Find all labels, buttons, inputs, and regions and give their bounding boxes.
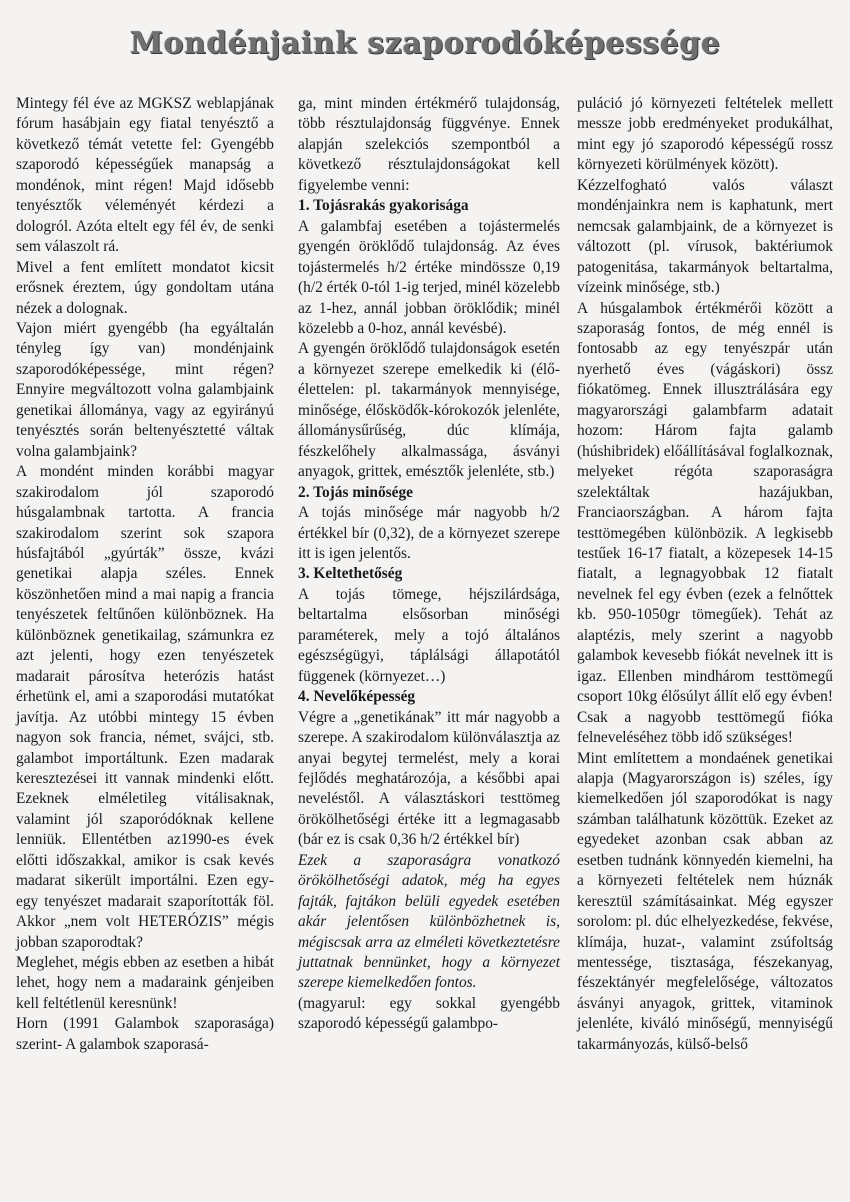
paragraph: Mintegy fél éve az MGKSZ weblapjának fórum hasábjain egy fiatal tenyésztő a következő témát vetette fel: Gyengébb szaporodó képességűek manapság a mondénok, mint régen! Majd idősebb tenyésztők véleményét kérdezi a dologról. Azóta eltelt egy fél év, de senki sem válaszolt rá. bbox=[16, 95, 274, 256]
article-column-1 bbox=[16, 94, 274, 1055]
paragraph: A mondént minden korábbi magyar szakirodalom jól szaporodó húsgalambnak tartotta. A francia szakirodalom szerint sok szapora húsfajtából „gyúrták” össze, kvázi genetikai alapja széles. Ennek köszönhetően mind a mai napig a francia tenyészetek feltűnően különböznek. Ha különböznek genetikailag, számunkra ez azt jelenti, hogy ezen tenyészetek madarait párosítva heterózis hatást érhetünk el, ami a szaporodási mutatókat javítja. Az utóbbi mintegy 15 évben nagyon sok francia, német, svájci, stb. galambot importáltunk. Ezen madarak keresztezései itt vannak mindenki előtt. Ezeknek elméletileg vitálisaknak, valamint jól szaporódóknak kellene lenniük. Ellentétben az1990-es évek előtti időszakkal, amikor is csak kevés madarat sikerült importálni. Ezen egy-egy tenyészet madarait szaporították föl. Akkor „nem volt HETERÓZIS” mégis jobban szaporodtak? bbox=[16, 463, 274, 951]
paragraph: A húsgalambok értékmérői között a szaporaság fontos, de még ennél is fontosabb az egy tenyészpár után nyerhető éves (vágáskori) össz fiókatömeg. Ennek illusztrálására egy magyarországi galambfarm adatait hozom: Három fajta galamb (húshibridek) előállításával foglalkoznak, melyeket régóta szaporaságra szelektáltak hazájukban, Franciaországban. A három fajta testtömegében különbözik. A legkisebb testűek 16-17 fiatalt, a közepesek 14-15 fiatalt, a legnagyobbak 12 fiatalt nevelnek fel egy évben (ezek a felnőttek kb. 950-1050gr tömegűek). Tehát az alaptézis, mely szerint a nagyobb galambok kevesebb fiókát nevelnek itt is igaz. Ellenben mindhárom testtömegű csoport 10kg élősúlyt állít elő egy évben! Csak a nagyobb testtömegű fióka felneveléséhez több idő szükséges! bbox=[577, 299, 833, 747]
italic-note: Ezek a szaporaságra vonatkozó örökölhetőségi adatok, még ha egyes fajták, fajtákon belüli egyedek esetében akár jelentősen különbözhetnek is, mégiscsak arra az elméleti következtetésre juttatnak bennünket, hogy a környezet szerepe kiemelkedően fontos. bbox=[298, 851, 560, 992]
paragraph: Vajon miért gyengébb (ha egyáltalán tényleg így van) mondénjaink szaporodóképessége, mint régen? Ennyire megváltozott volna galambjaink genetikai állománya, vagy az egyirányú tenyésztés során beltenyésztetté váltak volna galambjaink? bbox=[16, 319, 274, 460]
section-heading: 1. Tojásrakás gyakorisága bbox=[298, 197, 469, 215]
paragraph: Horn (1991 Galambok szaporasága) szerint- A galambok szaporasá- bbox=[16, 1015, 274, 1053]
article-column-3 bbox=[577, 94, 833, 1055]
paragraph: puláció jó környezeti feltételek mellett messze jobb eredményeket produkálhat, mint egy jó szaporodó képességű rossz környezeti körülmények között). bbox=[577, 95, 833, 174]
paragraph: (magyarul: egy sokkal gyengébb szaporodó képességű galambpo- bbox=[298, 994, 560, 1033]
paragraph: Mint említettem a mondaének genetikai alapja (Magyarországon is) széles, így kiemelkedően jól szaporodókat is nagy számban találhatunk közöttük. Ezeket az egyedeket azonban csak abban az esetben tudnánk könnyedén kiemelni, ha a környezeti feltételek nem húznák keresztül számításainkat. Még egyszer sorolom: pl. dúc elhelyezkedése, fekvése, klímája, huzat-, valamint zsúfoltság mentessége, tisztasága, fészekanyag, fészektányér megfelelősége, változatos ásványi anyagok, grittek, vitaminok jelenléte, kiváló minőségű, mennyiségű takarmányozás, külső-belső bbox=[577, 749, 833, 1053]
paragraph: A galambfaj esetében a tojástermelés gyengén öröklődő tulajdonság. Az éves tojástermelés h/2 értéke mindössze 0,19 (h/2 érték 0-tól 1-ig terjed, minél közelebb az 1-hez, annál jobban öröklődik; minél közelebb a 0-hoz, annál kevésbé). bbox=[298, 217, 560, 337]
paragraph: Meglehet, mégis ebben az esetben a hibát lehet, hogy nem a madaraink génjeiben kell feltétlenül keresnünk! bbox=[16, 954, 274, 1012]
section-heading: 2. Tojás minősége bbox=[298, 483, 414, 501]
paragraph: A tojás tömege, héjszilárdsága, beltartalma elsősorban minőségi paraméterek, mely a tojó általános egészségügyi, táplálsági állapotától függenek (környezet…) bbox=[298, 585, 560, 685]
paragraph: Mivel a fent említett mondatot kicsit erősnek éreztem, úgy gondoltam utána nézek a dolognak. bbox=[16, 258, 274, 317]
paragraph: A tojás minősége már nagyobb h/2 értékkel bír (0,32), de a környezet szerepe itt is igen jelentős. bbox=[298, 504, 560, 562]
paragraph: Kézzelfogható valós választ mondénjainkra nem is kaphatunk, mert nemcsak galambjaink, de a környezet is változott (pl. vírusok, baktériumok patogenitása, takarmányok beltartalma, vízeink minősége, stb.) bbox=[577, 176, 833, 297]
section-heading: 4. Nevelőképesség bbox=[298, 688, 416, 706]
article-title: Mondénjaink szaporodóképessége bbox=[129, 26, 721, 61]
paragraph: ga, mint minden értékmérő tulajdonság, több résztulajdonság függvénye. Ennek alapján szelekciós szempontból a következő résztulajdonságokat kell figyelembe venni: bbox=[298, 95, 560, 194]
paragraph: Végre a „genetikának” itt már nagyobb a szerepe. A szakirodalom különválasztja az anyai begytej termelést, mely a korai fejlődés meghatározója, a későbbi apai neveléstől. A választáskori testtömeg örökölhetőségi értéke itt a legmagasabb (bár ez is csak 0,36 h/2 értékkel bír) bbox=[298, 708, 560, 849]
paragraph: A gyengén öröklődő tulajdonságok esetén a környezet szerepe emelkedik ki (élő-élettelen: pl. takarmányok mennyisége, minősége, élősködők-kórokozók jelenléte, állománysűrűség, dúc klímája, fészkelőhely alkalmassága, ásványi anyagok, grittek, emésztők jelenléte, stb.) bbox=[298, 340, 560, 481]
section-heading: 3. Keltethetőség bbox=[298, 565, 403, 583]
article-column-2 bbox=[298, 94, 560, 1035]
